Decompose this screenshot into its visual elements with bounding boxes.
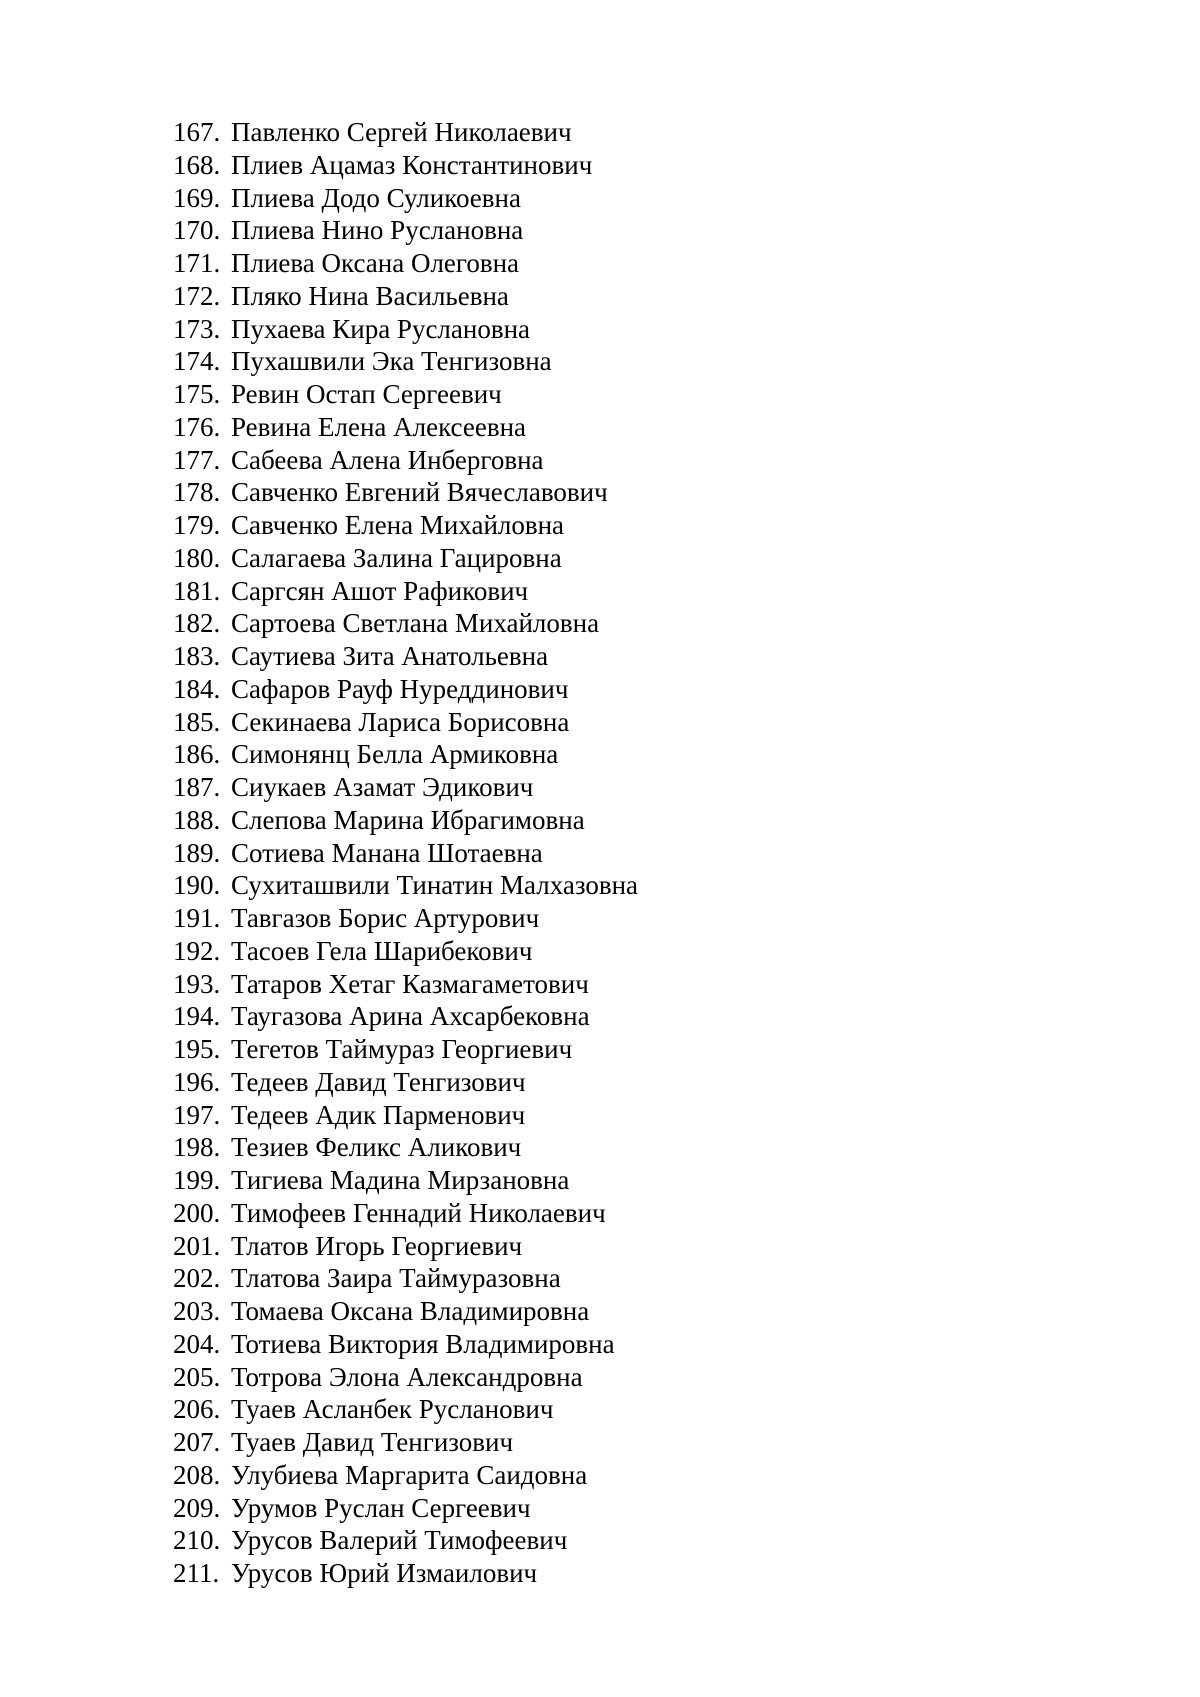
list-item-number: 173.	[173, 313, 221, 344]
list-item-name: Пухаева Кира Руслановна	[231, 313, 531, 344]
list-item	[173, 1524, 638, 1557]
list-item-number: 199.	[173, 1165, 221, 1195]
list-item-number: 177.	[173, 444, 221, 475]
list-item-number: 196.	[173, 1066, 221, 1097]
list-item-number: 187.	[173, 772, 221, 802]
list-item	[173, 542, 638, 575]
list-item	[173, 378, 638, 411]
list-item-name: Савченко Елена Михайловна	[231, 510, 565, 540]
list-item-number: 204.	[173, 1328, 221, 1359]
list-item-name: Томаева Оксана Владимировна	[231, 1296, 590, 1326]
list-item-name: Тимофеев Геннадий Николаевич	[231, 1197, 606, 1228]
list-item-name: Татаров Хетаг Казмагаметович	[231, 968, 589, 999]
list-item	[173, 607, 638, 640]
list-item-name: Павленко Сергей Николаевич	[231, 117, 572, 147]
list-item	[173, 1557, 638, 1590]
list-item-name: Савченко Евгений Вячеславович	[231, 477, 608, 508]
list-item	[173, 214, 638, 247]
list-item	[173, 935, 638, 968]
list-item-number: 193.	[173, 968, 221, 999]
list-item-number: 186.	[173, 739, 221, 770]
list-item-name: Тлатова Заира Таймуразовна	[231, 1263, 561, 1294]
list-item-number: 189.	[173, 837, 221, 868]
list-item-number: 182.	[173, 608, 221, 639]
list-item	[173, 804, 638, 837]
list-item-name: Урусов Валерий Тимофеевич	[231, 1525, 568, 1556]
list-item	[173, 1066, 638, 1099]
list-item-name: Тедеев Адик Парменович	[231, 1099, 526, 1130]
list-item	[173, 1426, 638, 1459]
list-item	[173, 345, 638, 378]
list-item	[173, 1262, 638, 1295]
list-item-number: 194.	[173, 1001, 221, 1032]
list-item-number: 168.	[173, 149, 221, 180]
list-item-number: 181.	[173, 575, 221, 606]
list-item	[173, 673, 638, 706]
list-item	[173, 1459, 638, 1492]
list-item-number: 207.	[173, 1427, 221, 1457]
list-item-name: Тавгазов Борис Артурович	[231, 903, 540, 933]
list-item	[173, 1492, 638, 1525]
list-item-number: 171.	[173, 248, 221, 278]
list-item-name: Сартоева Светлана Михайловна	[231, 608, 600, 639]
list-item	[173, 738, 638, 771]
list-item-name: Салагаева Залина Гацировна	[231, 542, 562, 573]
list-item	[173, 902, 638, 935]
list-item-name: Симонянц Белла Армиковна	[231, 739, 559, 770]
list-item	[173, 1328, 638, 1361]
list-item-number: 192.	[173, 935, 221, 966]
list-item-number: 180.	[173, 542, 221, 573]
list-item-name: Таугазова Арина Ахсарбековна	[231, 1001, 590, 1032]
list-item	[173, 149, 638, 182]
list-item-number: 183.	[173, 641, 221, 671]
list-item-name: Тезиев Феликс Аликович	[231, 1132, 522, 1163]
list-item	[173, 476, 638, 509]
list-item-number: 206.	[173, 1394, 221, 1425]
list-item	[173, 640, 638, 673]
list-item	[173, 116, 638, 149]
list-item-number: 167.	[173, 117, 221, 147]
list-item-number: 176.	[173, 411, 221, 442]
list-item	[173, 968, 638, 1001]
list-item	[173, 1295, 638, 1328]
list-item-number: 205.	[173, 1361, 221, 1392]
list-item	[173, 837, 638, 870]
list-item-number: 200.	[173, 1197, 221, 1228]
list-item-name: Тигиева Мадина Мирзановна	[231, 1165, 570, 1195]
list-item	[173, 1164, 638, 1197]
list-item-name: Плиева Оксана Олеговна	[231, 248, 519, 278]
list-item	[173, 575, 638, 608]
list-item-name: Секинаева Лариса Борисовна	[231, 706, 570, 737]
list-item-number: 201.	[173, 1230, 221, 1261]
list-item-number: 195.	[173, 1034, 221, 1064]
list-item-name: Тегетов Таймураз Георгиевич	[231, 1034, 573, 1064]
list-item-number: 172.	[173, 280, 221, 311]
list-item-name: Туаев Асланбек Русланович	[231, 1394, 554, 1425]
name-list	[173, 116, 638, 1590]
list-item	[173, 869, 638, 902]
list-item	[173, 1230, 638, 1263]
list-item	[173, 509, 638, 542]
list-item-number: 208.	[173, 1459, 221, 1490]
list-item	[173, 247, 638, 280]
list-item-number: 175.	[173, 379, 221, 409]
list-item	[173, 1131, 638, 1164]
list-item	[173, 1099, 638, 1132]
list-item-name: Плиев Ацамаз Константинович	[231, 149, 593, 180]
list-item-name: Пухашвили Эка Тенгизовна	[231, 346, 552, 377]
list-item	[173, 706, 638, 739]
list-item-name: Сабеева Алена Инберговна	[231, 444, 544, 475]
list-item-name: Плиева Додо Суликоевна	[231, 182, 521, 213]
list-item-number: 210.	[173, 1525, 221, 1556]
list-item-name: Улубиева Маргарита Саидовна	[231, 1459, 588, 1490]
list-item-number: 198.	[173, 1132, 221, 1163]
list-item-number: 191.	[173, 903, 221, 933]
list-item-name: Слепова Марина Ибрагимовна	[231, 804, 585, 835]
list-item-number: 188.	[173, 804, 221, 835]
list-item-number: 185.	[173, 706, 221, 737]
list-item-name: Сотиева Манана Шотаевна	[231, 837, 543, 868]
list-item-name: Сафаров Рауф Нуреддинович	[231, 673, 569, 704]
list-item-number: 211.	[173, 1558, 220, 1588]
list-item-number: 170.	[173, 215, 221, 246]
list-item	[173, 1033, 638, 1066]
list-item-number: 197.	[173, 1099, 221, 1130]
list-item-name: Пляко Нина Васильевна	[231, 280, 509, 311]
list-item-name: Тедеев Давид Тенгизович	[231, 1066, 526, 1097]
list-item-name: Тотиева Виктория Владимировна	[231, 1328, 615, 1359]
list-item-number: 203.	[173, 1296, 221, 1326]
list-item	[173, 313, 638, 346]
list-item-name: Ревина Елена Алексеевна	[231, 411, 527, 442]
list-item	[173, 771, 638, 804]
list-item	[173, 1197, 638, 1230]
list-item-number: 184.	[173, 673, 221, 704]
list-item-name: Сиукаев Азамат Эдикович	[231, 772, 534, 802]
list-item-number: 169.	[173, 182, 221, 213]
list-item-number: 174.	[173, 346, 221, 377]
list-item-name: Тлатов Игорь Георгиевич	[231, 1230, 523, 1261]
list-item-name: Ревин Остап Сергеевич	[231, 379, 502, 409]
list-item-number: 209.	[173, 1492, 221, 1523]
list-item-name: Урусов Юрий Измаилович	[231, 1558, 538, 1588]
list-item	[173, 1393, 638, 1426]
list-item-name: Саргсян Ашот Рафикович	[231, 575, 529, 606]
list-item	[173, 280, 638, 313]
list-item	[173, 1361, 638, 1394]
list-item	[173, 411, 638, 444]
list-item-name: Урумов Руслан Сергеевич	[231, 1492, 531, 1523]
list-item-name: Тасоев Гела Шарибекович	[231, 935, 533, 966]
list-item-number: 178.	[173, 477, 221, 508]
list-item-name: Сухиташвили Тинатин Малхазовна	[231, 870, 639, 901]
list-item-number: 179.	[173, 510, 221, 540]
list-item-number: 190.	[173, 870, 221, 901]
list-item-name: Плиева Нино Руслановна	[231, 215, 524, 246]
list-item	[173, 1000, 638, 1033]
list-item	[173, 444, 638, 477]
list-item-number: 202.	[173, 1263, 221, 1294]
list-item-name: Тотрова Элона Александровна	[231, 1361, 583, 1392]
list-item-name: Саутиева Зита Анатольевна	[231, 641, 549, 671]
list-item-name: Туаев Давид Тенгизович	[231, 1427, 514, 1457]
list-item	[173, 182, 638, 215]
